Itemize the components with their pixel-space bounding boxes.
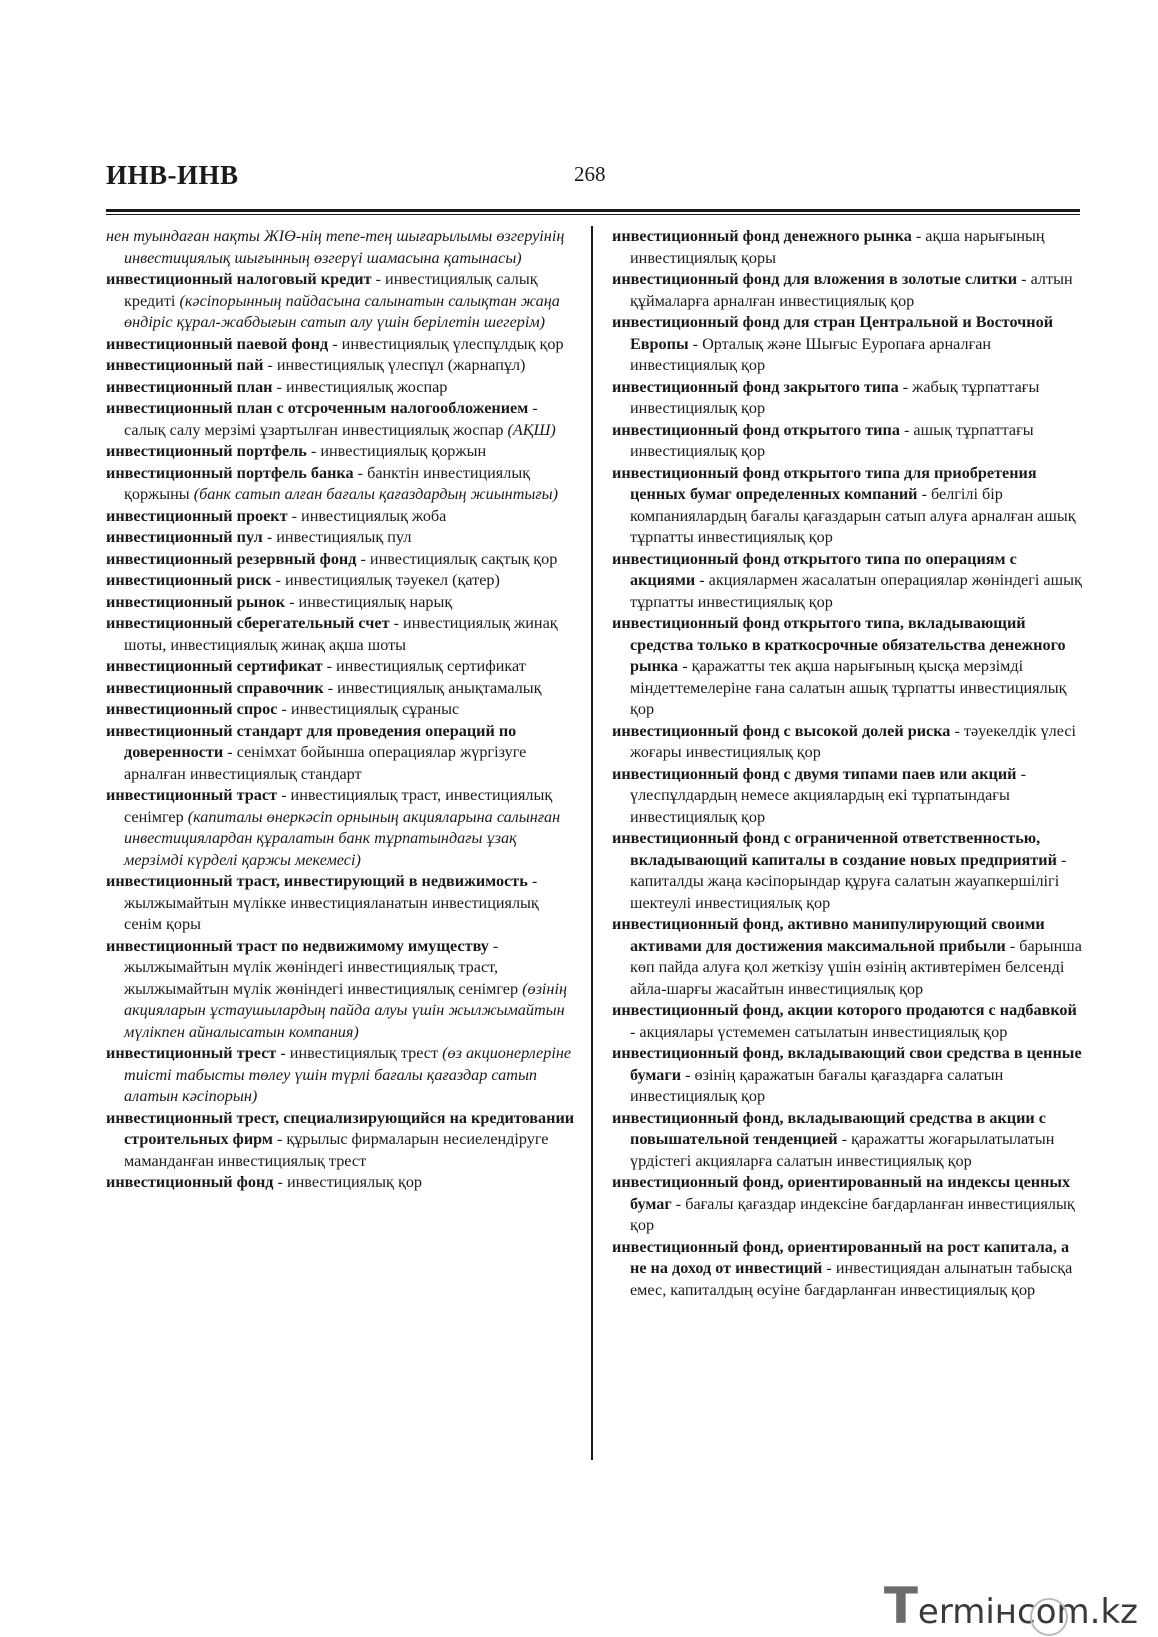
entry-term: инвестиционный траст, инвестирующий в недвижимость [106,872,528,890]
entry-term: инвестиционный пул [106,528,263,546]
left-entries [106,269,578,1194]
entry-term: инвестиционный проект [106,506,288,525]
glossary-entry [612,1108,1082,1173]
entry-translation: - банктін инвестициялық қоржыны [124,463,531,503]
entry-term: инвестиционный фонд открытого типа, вкладывающий средства только в краткосрочные обязательства денежного рынка [612,614,1066,675]
entry-translation: - үлеспұлдардың немесе акциялардың екі тұрпатындағы инвестициялық қор [630,764,1026,826]
entry-translation: - акциялары үстемемен сатылатын инвестициялық қор [630,1022,1008,1041]
entry-term: инвестиционный фонд, вкладывающий средства в акции с повышательной тенденцией [612,1108,1046,1148]
entry-translation: - акциялармен жасалатын операциялар жөніндегі ашық тұрпатты инвестициялық қор [630,571,1082,611]
entry-translation: - ашық тұрпаттағы инвестициялық қор [630,420,1034,460]
entry-term: инвестиционный фонд открытого типа для приобретения ценных бумаг определенных компаний [612,463,1037,503]
glossary-entry [106,656,578,678]
left-column [106,226,578,1194]
termincom-logo [883,1577,1138,1635]
entry-translation: - инвестициядан алынатын табысқа емес, капиталдың өсуіне бағдарланған инвестициялық қор [630,1259,1073,1299]
glossary-entry [106,785,578,871]
glossary-entry [612,721,1082,764]
entry-translation: - өзінің қаражатын бағалы қағаздарға салатын инвестициялық қор [630,1065,1004,1105]
entry-term: инвестиционный риск [106,571,272,589]
entry-translation: - инвестициялық жинақ шоты, инвестициялық жинақ ақша шоты [124,614,558,654]
entry-translation: - Орталық және Шығыс Еуропаға арналған инвестициялық қор [630,334,992,374]
entry-term: инвестиционный фонд, ориентированный на индексы ценных бумаг [612,1173,1071,1213]
entry-term: инвестиционный фонд, активно манипулирующий своими активами для достижения максимальной прибыли [612,915,1045,955]
glossary-entry [612,1043,1082,1108]
entry-translation: - салық салу мерзімі ұзартылған инвестициялық жоспар [124,399,538,439]
entry-translation: - инвестициялық траст, инвестициялық сенімгер [124,786,553,826]
glossary-entry [612,312,1082,377]
glossary-entry [612,463,1082,549]
glossary-entry [612,613,1082,721]
entry-term: инвестиционный фонд открытого типа по операциям с акциями [612,549,1017,589]
entry-term: инвестиционный справочник [106,678,324,697]
entry-term: инвестиционный фонд с двумя типами паев или акций [612,764,1017,783]
logo-letter-t: T [883,1577,918,1635]
entry-term: инвестиционный паевой фонд [106,334,329,353]
entry-term: инвестиционный траст по недвижимому имуществу [106,936,489,955]
glossary-entry [612,549,1082,614]
glossary-entry [106,871,578,936]
entry-translation: - инвестициялық сақтық қор [356,549,558,568]
glossary-entry [106,441,578,463]
entry-term: инвестиционный фонд для стран Центральной и Восточной Европы [612,313,1054,353]
entry-translation: - инвестициялық жоспар [272,377,448,396]
glossary-entry [612,914,1082,1000]
glossary-entry [106,355,578,377]
entry-term: инвестиционный спрос [106,700,278,718]
entry-translation: - қаражатты тек ақша нарығының қысқа мерзімді міндеттемелеріне ғана салатын ашық тұрпатты инвестициялық қор [630,657,1067,718]
entry-term: инвестиционный сберегательный счет [106,614,390,632]
glossary-entry [612,1000,1082,1043]
entry-term: инвестиционный резервный фонд [106,549,357,568]
entry-term: инвестиционный налоговый кредит [106,270,372,288]
entry-term: инвестиционный фонд закрытого типа [612,377,899,396]
entry-term: инвестиционный сертификат [106,657,323,675]
entry-term: инвестиционный фонд, ориентированный на рост капитала, а не на доход от инвестиций [612,1237,1070,1277]
logo-text-part: ermінc [917,1591,1036,1632]
entry-term: инвестиционный трест, специализирующийся на кредитовании строительных фирм [106,1108,575,1148]
header-rule-thin [106,214,1080,215]
entry-term: инвестиционный траст [106,786,278,804]
glossary-entry [106,699,578,721]
logo-o-circle: o [1035,1591,1057,1632]
entry-term: инвестиционный фонд денежного рынка [612,227,912,245]
entry-translation: - құрылыс фирмаларын несиелендіруге маманданған инвестициялық трест [124,1130,549,1170]
glossary-entry [106,1108,578,1173]
entry-note: (өзінің акцияларын ұстаушылардың пайда алуы үшін жылжымайтын мүлікпен айналысатын компания) [124,979,567,1041]
glossary-entry [106,334,578,356]
entry-translation: - қаражатты жоғарылатылатын үрдістегі акцияларға салатын инвестициялық қор [630,1130,1055,1170]
entry-translation: - инвестициялық анықтамалық [323,678,542,697]
entry-term: инвестиционный портфель банка [106,463,354,482]
entry-translation: - сенімхат бойынша операциялар жүргізуге арналған инвестициялық стандарт [124,743,527,783]
glossary-entry [106,549,578,571]
right-column [612,226,1082,1301]
glossary-entry [612,764,1082,829]
entry-note: (капиталы өнеркәсіп орнының акцияларына салынған инвестициялардан құралатын банк тұрпатындағы ұзақ мерзімді күрделі қаржы мекемесі) [124,807,561,869]
glossary-entry [612,828,1082,914]
entry-translation: - инвестициялық трест [276,1044,443,1062]
entry-term: инвестиционный фонд с высокой долей риска [612,721,951,740]
glossary-entry [106,678,578,700]
glossary-entry [106,527,578,549]
entry-term: инвестиционный план с отсроченным налогообложением [106,399,529,417]
logo-domain: m.kz [1056,1591,1138,1632]
glossary-entry [106,463,578,506]
entry-translation: - инвестициялық пул [262,528,412,546]
entry-term: инвестиционный рынок [106,592,286,611]
entry-translation: - инвестициялық сертификат [322,657,526,675]
entry-term: инвестиционный фонд [106,1173,274,1191]
entry-translation: - ақша нарығының инвестициялық қоры [630,227,1045,267]
entry-note: (өз акционерлеріне тиісті табысты төлеу үшін түрлі бағалы қағаздар сатып алатын кәсіпорын) [124,1044,572,1105]
entry-translation: - инвестициялық үлеспұлдық қор [328,334,564,353]
entry-translation: - инвестициялық салық кредиті [124,270,538,310]
entry-translation: - капиталды жаңа кәсіпорындар құруға салатын жауапкершілігі шектеулі инвестициялық қор [630,850,1067,912]
glossary-entry [612,269,1082,312]
entry-term: инвестиционный пай [106,356,264,374]
column-divider [591,226,593,1460]
continued-fragment: нен туындаған нақты ЖІӨ-нің тепе-тең шығарылымы өзгеруінің инвестициялық шығынның өзгерүі шамасына қатынасы) [106,227,565,267]
right-entries [612,226,1082,1301]
glossary-entry [612,420,1082,463]
entry-note: (банк сатып алған бағалы қағаздардың жиынтығы) [193,485,559,503]
entry-translation: - жылжымайтын мүлікке инвестицияланатын инвестициялық сенім қоры [124,872,539,933]
glossary-entry [106,721,578,786]
glossary-entry [106,398,578,441]
entry-term: инвестиционный фонд открытого типа [612,420,900,439]
entry-translation: - белгілі бір компаниялардың бағалы қағаздарын сатып алуға арналған ашық тұрпатты инвестициялық қор [630,485,1076,546]
entry-translation: - жабық тұрпаттағы инвестициялық қор [630,377,1040,417]
glossary-entry [106,1043,578,1108]
glossary-entry [106,613,578,656]
entry-note: (АҚШ) [507,420,556,439]
entry-translation: - бағалы қағаздар индексіне бағдарланған инвестициялық қор [630,1194,1075,1234]
entry-translation: - инвестициялық жоба [287,506,447,525]
glossary-entry [106,1172,578,1194]
glossary-entry [106,570,578,592]
glossary-entry [612,377,1082,420]
page-number: 268 [574,162,606,186]
entry-term: инвестиционный план [106,377,273,396]
glossary-entry [612,226,1082,269]
entry-translation: - жылжымайтын мүлік жөніндегі инвестициялық траст, жылжымайтын мүлік жөніндегі инвестициялық сенімгер [124,936,523,998]
entry-translation: - барынша көп пайда алуға қол жеткізу үшін өзінің активтерімен белсенді айла-шарғы жасайтын инвестициялық қор [630,936,1082,998]
glossary-entry [106,506,578,528]
glossary-entry [106,377,578,399]
entry-term: инвестиционный фонд с ограниченной ответственностью, вкладывающий капиталы в создание новых предприятий [612,829,1057,869]
entry-term: инвестиционный трест [106,1044,277,1062]
entry-translation: - инвестициялық үлеспұл (жарнапұл) [263,356,526,374]
glossary-entry [612,1172,1082,1237]
header-rule-thick [106,209,1080,212]
entry-translation: - тәуекелдік үлесі жоғары инвестициялық қор [630,721,1077,761]
glossary-entry [106,592,578,614]
glossary-entry [106,269,578,334]
entry-term: инвестиционный стандарт для проведения операций по доверенности [106,721,517,761]
page-header [0,0,1158,215]
entry-translation: - алтын құймаларға арналған инвестициялық қор [630,270,1073,310]
entry-term: инвестиционный фонд для вложения в золотые слитки [612,270,1018,288]
entry-term: инвестиционный портфель [106,442,307,460]
glossary-entry [106,936,578,1044]
header-title: ИНВ-ИНВ [106,160,239,190]
entry-translation: - инвестициялық сұраныс [277,700,460,718]
entry-translation: - инвестициялық тәуекел (қатер) [271,571,500,589]
entry-term: инвестиционный фонд, вкладывающий свои средства в ценные бумаги [612,1044,1082,1084]
glossary-entry [612,1237,1082,1302]
entry-note: (кәсіпорынның пайдасына салынатын салықтан жаңа өндіріс құрал-жабдығын сатып алу үшін берілетін шегерім) [124,291,560,331]
entry-translation: - инвестициялық қоржын [306,442,487,460]
entry-translation: - инвестициялық нарық [285,592,453,611]
entry-term: инвестиционный фонд, акции которого продаются с надбавкой [612,1001,1077,1019]
entry-translation: - инвестициялық қор [273,1173,423,1191]
